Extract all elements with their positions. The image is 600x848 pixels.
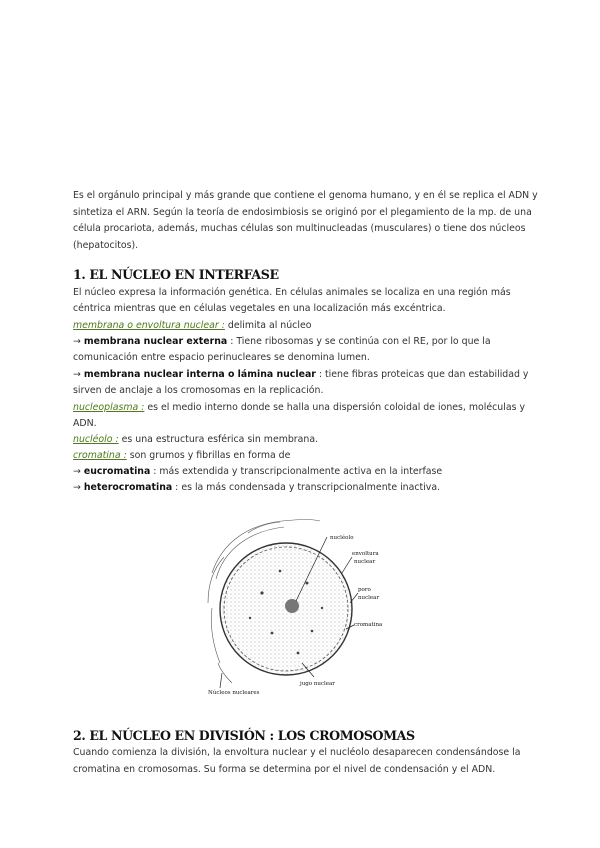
s2-line-1: Cuando comienza la división, la envoltura nuclear y el nucléolo desaparecen condensándose la: [73, 747, 521, 758]
eucromatina-term: eucromatina: [83, 466, 151, 477]
s2-line-2: cromatina en cromosomas. Su forma se determina por el nivel de condensación y el ADN.: [73, 764, 496, 775]
heterocromatina-def: : es la más condensada y transcripcionalmente inactiva.: [172, 482, 441, 493]
arrow-icon: →: [73, 482, 81, 493]
nucleoplasma-def-line-2: ADN.: [73, 418, 97, 429]
s1-p1-line-2: céntrica mientras que en células vegetales en una localización más excéntrica.: [73, 303, 446, 314]
label-cromatina: cromatina: [354, 622, 383, 628]
eucromatina-def: : más extendida y transcripcionalmente activa en la interfase: [150, 466, 443, 477]
label-jugo-nuclear: jugo nuclear: [300, 681, 335, 687]
arrow-icon: →: [73, 369, 81, 380]
cromatina-def: son grumos y fibrillas en forma de: [126, 450, 291, 461]
label-nucleolo: nucléolo: [330, 535, 354, 541]
nucleolo-term: nucléolo :: [73, 434, 119, 445]
label-envoltura: envoltura: [352, 551, 379, 557]
membrana-term: membrana o envoltura nuclear :: [73, 320, 225, 331]
nucleoplasma-item: [73, 399, 533, 416]
externa-term: membrana nuclear externa: [83, 336, 228, 347]
nucleolo-item: [73, 431, 533, 448]
arrow-icon: →: [73, 466, 81, 477]
label-nuclear-2: nuclear: [358, 595, 380, 601]
label-nuclear-1: nuclear: [354, 559, 376, 565]
section-1-heading: 1. EL NÚCLEO EN INTERFASE: [73, 267, 279, 282]
heterocromatina-item: [73, 479, 533, 496]
nucleoplasma-term: nucleoplasma :: [73, 402, 145, 413]
heterocromatina-term: heterocromatina: [83, 482, 173, 493]
intro-line-3: célula procariota, además, muchas células son multinucleadas (musculares) o tiene dos núcleos: [73, 223, 526, 234]
intro-line-4: (hepatocitos).: [73, 240, 139, 251]
interna-term: membrana nuclear interna o lámina nuclear: [83, 369, 316, 380]
externa-def-line-2: comunicación entre espacio perinucleares se denomina lumen.: [73, 352, 370, 363]
nucleus-diagram-svg: [202, 513, 405, 701]
cromatina-item: [73, 447, 533, 464]
label-poro: poro: [358, 587, 371, 593]
intro-line-1: Es el orgánulo principal y más grande que contiene el genoma humano, y en él se replica el ADN y: [73, 190, 538, 201]
interna-def: : tiene fibras proteicas que dan estabilidad y: [315, 369, 529, 380]
s1-p1-line-1: El núcleo expresa la información genética. En células animales se localiza en una región más: [73, 287, 511, 298]
nucleolus: [285, 599, 299, 613]
membrana-item: [73, 317, 533, 334]
interna-def-line-2: sirven de anclaje a los cromosomas en la replicación.: [73, 385, 324, 396]
section-2-heading: 2. EL NÚCLEO EN DIVISIÓN : LOS CROMOSOMAS: [73, 728, 415, 743]
nucleus-diagram: [202, 513, 405, 701]
cromatina-term: cromatina :: [73, 450, 127, 461]
externa-item: [73, 333, 533, 350]
nucleolo-def: es una estructura esférica sin membrana.: [118, 434, 319, 445]
eucromatina-item: [73, 463, 533, 480]
label-nucleos-nucleares: Núcleos nucleares: [208, 690, 260, 696]
arrow-icon: →: [73, 336, 81, 347]
intro-line-2: sintetiza el ARN. Según la teoría de endosimbiosis se originó por el plegamiento de la mp. de una: [73, 207, 532, 218]
membrana-def: delimita al núcleo: [224, 320, 312, 331]
nucleoplasma-def: es el medio interno donde se halla una dispersión coloidal de iones, moléculas y: [144, 402, 525, 413]
interna-item: [73, 366, 533, 383]
externa-def: : Tiene ribosomas y se continúa con el RE, por lo que la: [227, 336, 491, 347]
